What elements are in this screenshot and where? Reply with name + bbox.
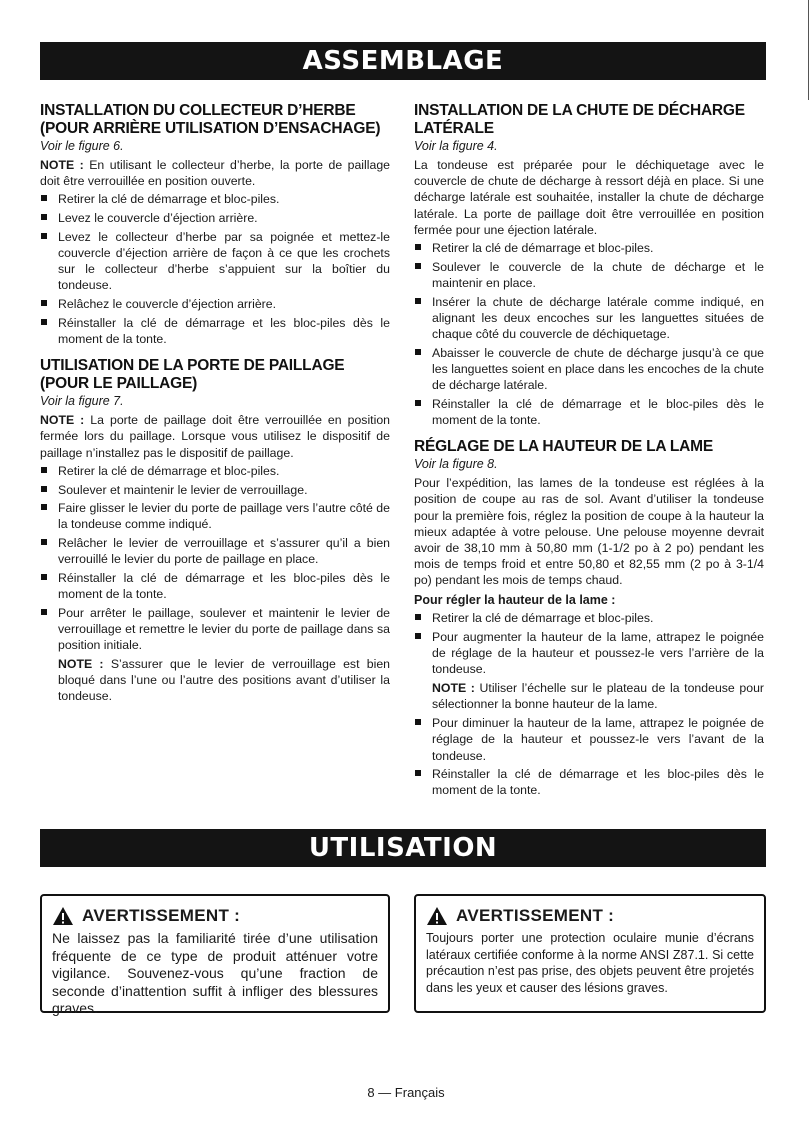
page-edge-line xyxy=(808,0,809,100)
bullet-icon xyxy=(41,300,47,306)
list-item: Retirer la clé de démarrage et bloc-piles. xyxy=(40,191,390,207)
warning-triangle-icon xyxy=(52,906,74,926)
bullet-icon xyxy=(415,298,421,304)
list-item: Réinstaller la clé de démarrage et les bloc-piles dès le moment de la tonte. xyxy=(40,570,390,602)
right-column xyxy=(414,102,764,809)
bullet-icon xyxy=(415,770,421,776)
intro-paragraph: Pour l’expédition, las lames de la tondeuse est réglées à la position de coupe au ras de sol. Avant d’utiliser la tondeuse pour la première fois, réglez la position de coupe à la hauteur la mieux adaptée à votre pelouse. Une pelouse moyenne devrait avoir de 38,10 mm à 50,80 mm (1-1/2 po à 2 po) pendant les mois de temps froid et entre 50,80 et 82,55 mm (2 po à 3-1/4 po) pendant les mois de temps chaud. xyxy=(414,476,764,588)
bullet-icon xyxy=(41,574,47,580)
list-item: Pour diminuer la hauteur de la lame, attrapez le poignée de réglage de la hauteur et poussez-le vers l’avant de la tondeuse. xyxy=(414,715,764,764)
bullet-icon xyxy=(415,400,421,406)
list-item: Faire glisser le levier du porte de paillage vers l’autre côté de la tondeuse comme indiqué. xyxy=(40,500,390,532)
intro-paragraph: La tondeuse est préparée pour le déchiquetage avec le couvercle de chute de décharge à ressort déjà en place. Si une décharge latérale est souhaitée, installer la chute de décharge latérale. La porte de paillage doit être verrouillée en position fermée pour une éjection latérale. xyxy=(414,158,764,237)
steps-list xyxy=(40,191,390,347)
warning-triangle-icon xyxy=(426,906,448,926)
note-text: La porte de paillage doit être verrouillée en position fermée lors du paillage. Lorsque vous utilisez le dispositif de paillage n’installez pas le dispositif de paillage. xyxy=(40,413,390,460)
list-item: Soulever et maintenir le levier de verrouillage. xyxy=(40,482,390,498)
subnote xyxy=(414,680,764,712)
bullet-icon xyxy=(41,609,47,615)
note-paragraph xyxy=(40,157,390,189)
left-column xyxy=(40,102,390,715)
bullet-icon xyxy=(415,349,421,355)
bullet-icon xyxy=(415,633,421,639)
warning-text: Toujours porter une protection oculaire munie d’écrans latéraux certifiée conforme à la norme ANSI Z87.1. Si cette précaution n’est pas prise, des objets peuvent être projetés dans les yeux et causer des lésions graves. xyxy=(426,931,754,995)
bullet-icon xyxy=(415,244,421,250)
procedure-heading: Pour régler la hauteur de la lame : xyxy=(414,592,616,607)
bullet-icon xyxy=(41,539,47,545)
subnote xyxy=(40,656,390,705)
note-text: S’assurer que le levier de verrouillage est bien bloqué dans l’une ou l’autre des positions avant d’utiliser la tondeuse. xyxy=(58,657,391,704)
steps-list xyxy=(40,463,390,654)
note-label: NOTE : xyxy=(40,413,85,428)
note-text: Utiliser l’échelle sur le plateau de la tondeuse pour sélectionner la bonne hauteur de la lame. xyxy=(432,680,765,711)
note-label: NOTE : xyxy=(40,158,84,172)
section-title: INSTALLATION DU COLLECTEUR D’HERBE (POUR ARRIÈRE UTILISATION D’ENSACHAGE) xyxy=(40,102,381,137)
note-label: NOTE : xyxy=(432,680,475,695)
note-text: En utilisant le collecteur d’herbe, la porte de paillage doit être verrouillée en position ouverte. xyxy=(40,158,391,189)
bullet-icon xyxy=(415,614,421,620)
bullet-icon xyxy=(41,195,47,201)
list-item: Pour augmenter la hauteur de la lame, attrapez le poignée de réglage de la hauteur et poussez-le vers l’arrière de la tondeuse. xyxy=(414,629,764,678)
section-blade-height xyxy=(414,438,764,798)
note-label: NOTE : xyxy=(58,657,104,672)
steps-list xyxy=(414,715,764,799)
steps-list xyxy=(414,240,764,428)
list-item: Soulever le couvercle de la chute de décharge et le maintenir en place. xyxy=(414,259,764,291)
steps-list xyxy=(414,610,764,677)
list-item: Retirer la clé de démarrage et bloc-piles. xyxy=(414,610,764,626)
bullet-icon xyxy=(41,233,47,239)
banner-utilisation: UTILISATION xyxy=(40,829,766,867)
list-item: Levez le collecteur d’herbe par sa poignée et mettez-le couvercle d’éjection arrière de façon à ce que les crochets sur le collecteur d’herbe s’appuient sur la boîtier du tondeuse. xyxy=(40,229,390,294)
warning-header xyxy=(52,906,378,926)
section-title: INSTALLATION DE LA CHUTE DE DÉCHARGE LATÉRALE xyxy=(414,102,745,137)
warning-box-left xyxy=(40,894,390,1016)
figure-reference: Voir le figure 6. xyxy=(40,139,124,153)
list-item: Retirer la clé de démarrage et bloc-piles. xyxy=(414,240,764,256)
warning-box-right xyxy=(414,894,766,1013)
list-item: Réinstaller la clé de démarrage et les bloc-piles dès le moment de la tonte. xyxy=(414,766,764,798)
list-item: Pour arrêter le paillage, soulever et maintenir le levier de verrouillage et remettre le levier du porte de paillage dans sa position initiale. xyxy=(40,605,390,654)
list-item: Réinstaller la clé de démarrage et les bloc-piles dès le moment de la tonte. xyxy=(40,315,390,347)
bullet-icon xyxy=(415,719,421,725)
figure-reference: Voir la figure 7. xyxy=(40,394,124,409)
figure-reference: Voir la figure 4. xyxy=(414,139,498,153)
section-grass-collector xyxy=(40,102,390,347)
list-item: Retirer la clé de démarrage et bloc-piles. xyxy=(40,463,390,479)
list-item: Levez le couvercle d’éjection arrière. xyxy=(40,210,390,226)
section-mulching-door xyxy=(40,357,390,704)
figure-reference: Voir la figure 8. xyxy=(414,457,498,472)
list-item: Insérer la chute de décharge latérale comme indiqué, en alignant les deux encoches sur les languettes situées de chaque côté du couvercle de déchiquetage. xyxy=(414,294,764,343)
bullet-icon xyxy=(41,319,47,325)
page-footer: 8 — Français xyxy=(367,1085,445,1100)
note-paragraph xyxy=(40,412,390,461)
section-title: RÉGLAGE DE LA HAUTEUR DE LA LAME xyxy=(414,438,714,456)
bullet-icon xyxy=(41,467,47,473)
section-title: UTILISATION DE LA PORTE DE PAILLAGE (POUR LE PAILLAGE) xyxy=(40,357,345,393)
warning-title: AVERTISSEMENT : xyxy=(456,906,615,925)
bullet-icon xyxy=(41,214,47,220)
banner-assemblage: ASSEMBLAGE xyxy=(40,42,766,80)
list-item: Relâcher le levier de verrouillage et s’assurer qu’il a bien verrouillé le levier du porte de paillage en place. xyxy=(40,535,390,567)
list-item: Relâchez le couvercle d’éjection arrière. xyxy=(40,296,390,312)
warning-title: AVERTISSEMENT : xyxy=(82,906,241,925)
warning-header xyxy=(426,906,754,926)
list-item: Abaisser le couvercle de chute de décharge jusqu’à ce que les languettes soient en place dans les encoches de la chute de décharge latérale. xyxy=(414,345,764,394)
bullet-icon xyxy=(41,486,47,492)
list-item: Réinstaller la clé de démarrage et le bloc-piles dès le moment de la tonte. xyxy=(414,396,764,428)
warning-text: Ne laissez pas la familiarité tirée d’une utilisation fréquente de ce type de produit atténuer votre vigilance. Souvenez-vous qu’une fraction de seconde d’inattention suffit à infliger des blessures graves. xyxy=(52,930,378,1016)
bullet-icon xyxy=(415,263,421,269)
bullet-icon xyxy=(41,504,47,510)
section-side-discharge xyxy=(414,102,764,428)
